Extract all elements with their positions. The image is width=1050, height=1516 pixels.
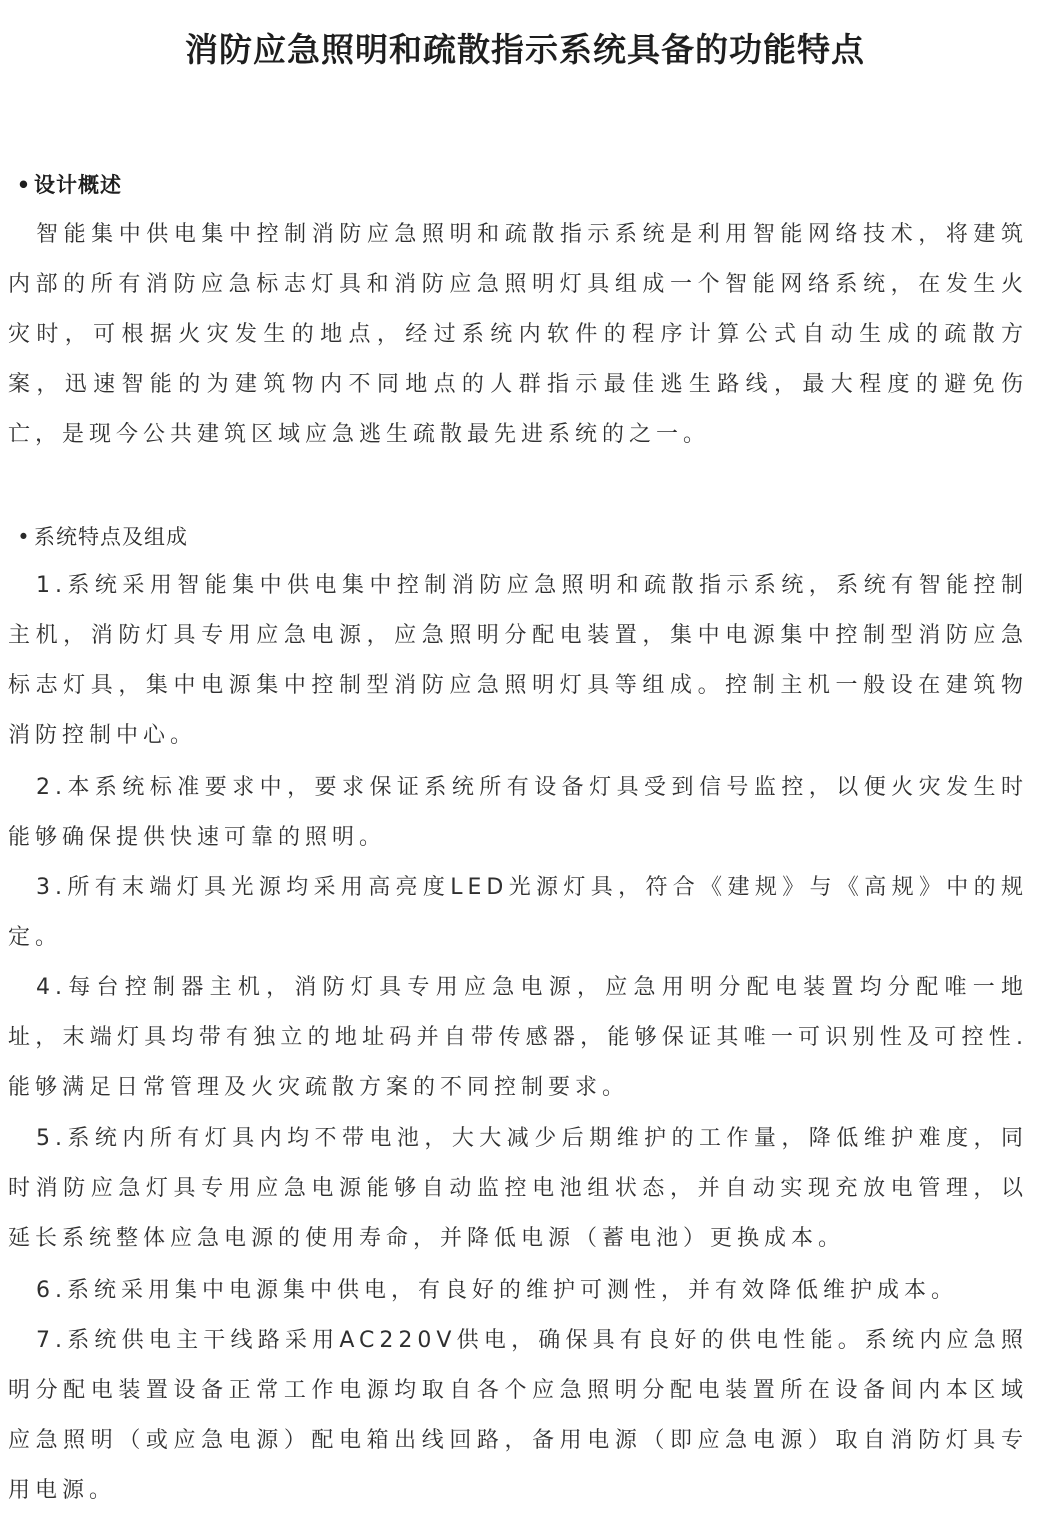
paragraph-design-overview: 智能集中供电集中控制消防应急照明和疏散指示系统是利用智能网络技术，将建筑内部的所有消防应急标志灯具和消防应急照明灯具组成一个智能网络系统，在发生火灾时，可根据火灾发生的地点，经过系统内软件的程序计算公式自动生成的疏散方案，迅速智能的为建筑物内不同地点的人群指示最佳逃生路线，最大程度的避免伤亡，是现今公共建筑区域应急逃生疏散最先进系统的之一。 — [8, 222, 1028, 447]
section-heading-label: 系统特点及组成 — [34, 525, 188, 549]
feature-item-6: 6.系统采用集中电源集中供电，有良好的维护可测性，并有效降低维护成本。 — [36, 1278, 958, 1303]
feature-item-4: 4.每台控制器主机，消防灯具专用应急电源，应急用明分配电装置均分配唯一地址，末端灯具均带有独立的地址码并自带传感器，能够保证其唯一可识别性及可控性. 能够满足日常管理及火灾疏散方案的不同控制要求。 — [8, 975, 1028, 1100]
section-heading-label: 设计概述 — [34, 173, 122, 197]
section-heading-system-features — [14, 522, 188, 552]
bullet-icon: • — [17, 525, 31, 549]
feature-item-2: 2.本系统标准要求中，要求保证系统所有设备灯具受到信号监控，以便火灾发生时能够确保提供快速可靠的照明。 — [8, 775, 1028, 850]
feature-item-5: 5.系统内所有灯具内均不带电池，大大减少后期维护的工作量，降低维护难度，同时消防应急灯具专用应急电源能够自动监控电池组状态，并自动实现充放电管理，以延长系统整体应急电源的使用寿命，并降低电源（蓄电池）更换成本。 — [8, 1126, 1028, 1251]
feature-item-7: 7.系统供电主干线路采用AC220V供电，确保具有良好的供电性能。系统内应急照明分配电装置设备正常工作电源均取自各个应急照明分配电装置所在设备间内本区域应急照明（或应急电源）配电箱出线回路，备用电源（即应急电源）取自消防灯具专用电源。 — [8, 1328, 1028, 1503]
section-heading-design-overview — [14, 170, 122, 200]
feature-item-1: 1.系统采用智能集中供电集中控制消防应急照明和疏散指示系统，系统有智能控制主机，消防灯具专用应急电源，应急照明分配电装置，集中电源集中控制型消防应急标志灯具，集中电源集中控制型消防应急照明灯具等组成。控制主机一般设在建筑物消防控制中心。 — [8, 573, 1028, 748]
bullet-icon: • — [16, 173, 32, 197]
page-title: 消防应急照明和疏散指示系统具备的功能特点 — [185, 30, 865, 69]
feature-item-3: 3.所有末端灯具光源均采用高亮度LED光源灯具，符合《建规》与《高规》中的规定。 — [8, 875, 1028, 950]
